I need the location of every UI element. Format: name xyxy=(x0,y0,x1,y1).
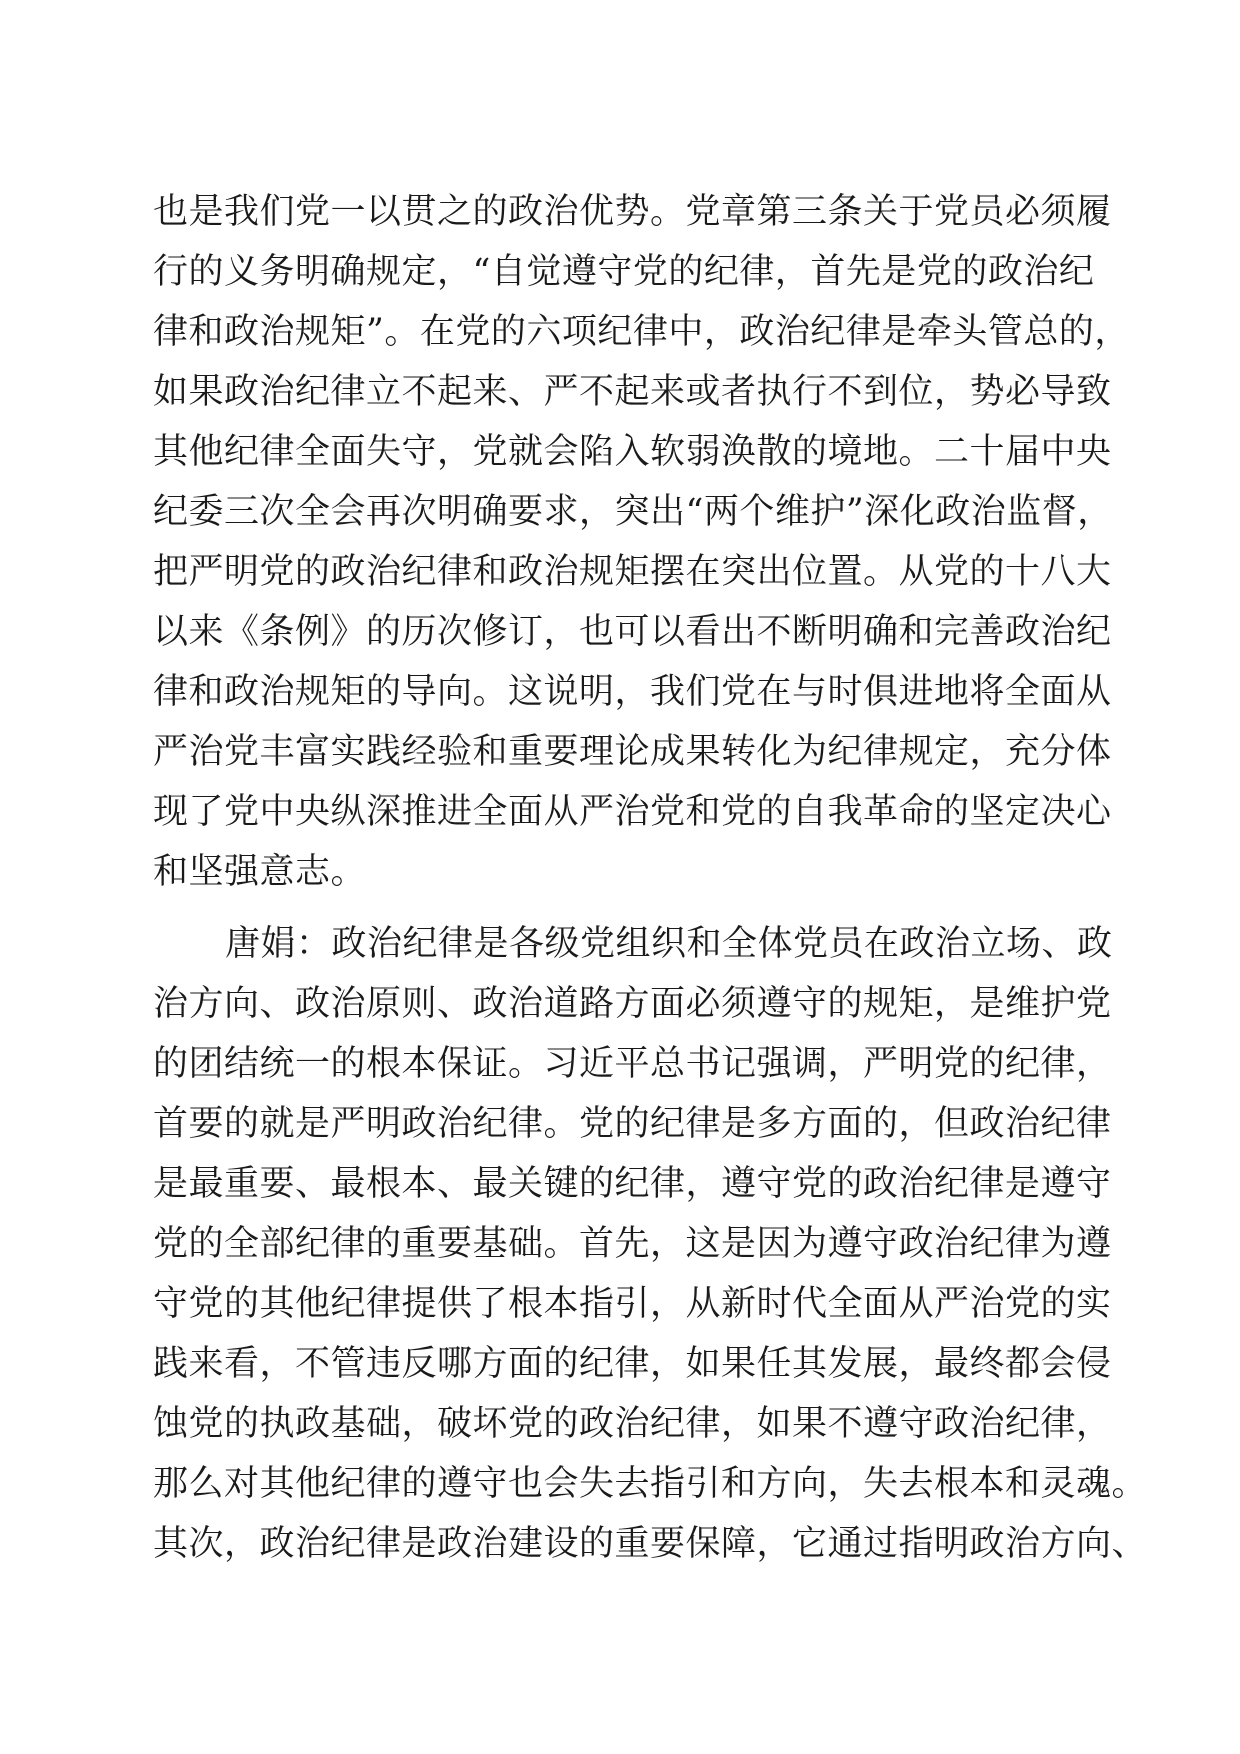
text-line: 蚀党的执政基础，破坏党的政治纪律，如果不遵守政治纪律， xyxy=(153,1404,1112,1444)
body-text xyxy=(153,182,1148,1574)
text-line: 也是我们党一以贯之的政治优势。党章第三条关于党员必须履 xyxy=(153,192,1112,232)
paragraph-1 xyxy=(153,182,1130,902)
text-line: 和坚强意志。 xyxy=(153,852,367,892)
text-line: 那么对其他纪律的遵守也会失去指引和方向，失去根本和灵魂。 xyxy=(153,1464,1148,1504)
text-line: 治方向、政治原则、政治道路方面必须遵守的规矩，是维护党 xyxy=(153,984,1112,1024)
text-line: 其他纪律全面失守，党就会陷入软弱涣散的境地。二十届中央 xyxy=(153,432,1112,472)
paragraph-2 xyxy=(153,914,1148,1574)
paragraph-spacing xyxy=(153,902,1093,914)
text-line: 律和政治规矩的导向。这说明，我们党在与时俱进地将全面从 xyxy=(153,672,1112,712)
text-line: 如果政治纪律立不起来、严不起来或者执行不到位，势必导致 xyxy=(153,372,1112,412)
text-line: 的团结统一的根本保证。习近平总书记强调，严明党的纪律， xyxy=(153,1044,1112,1084)
text-line: 唐娟：政治纪律是各级党组织和全体党员在政治立场、政 xyxy=(225,924,1113,964)
text-line: 以来《条例》的历次修订，也可以看出不断明确和完善政治纪 xyxy=(153,612,1112,652)
text-line: 践来看，不管违反哪方面的纪律，如果任其发展，最终都会侵 xyxy=(153,1344,1112,1384)
text-line: 行的义务明确规定，“自觉遵守党的纪律，首先是党的政治纪 xyxy=(153,252,1095,292)
text-line: 现了党中央纵深推进全面从严治党和党的自我革命的坚定决心 xyxy=(153,792,1112,832)
text-line: 把严明党的政治纪律和政治规矩摆在突出位置。从党的十八大 xyxy=(153,552,1112,592)
text-line: 是最重要、最根本、最关键的纪律，遵守党的政治纪律是遵守 xyxy=(153,1164,1112,1204)
text-line: 纪委三次全会再次明确要求，突出“两个维护”深化政治监督， xyxy=(153,492,1113,532)
text-line: 严治党丰富实践经验和重要理论成果转化为纪律规定，充分体 xyxy=(153,732,1112,772)
text-line: 守党的其他纪律提供了根本指引，从新时代全面从严治党的实 xyxy=(153,1284,1112,1324)
text-line: 其次，政治纪律是政治建设的重要保障，它通过指明政治方向、 xyxy=(153,1524,1148,1564)
text-line: 党的全部纪律的重要基础。首先，这是因为遵守政治纪律为遵 xyxy=(153,1224,1112,1264)
text-line: 首要的就是严明政治纪律。党的纪律是多方面的，但政治纪律 xyxy=(153,1104,1112,1144)
text-line: 律和政治规矩”。在党的六项纪律中，政治纪律是牵头管总的， xyxy=(153,312,1130,352)
